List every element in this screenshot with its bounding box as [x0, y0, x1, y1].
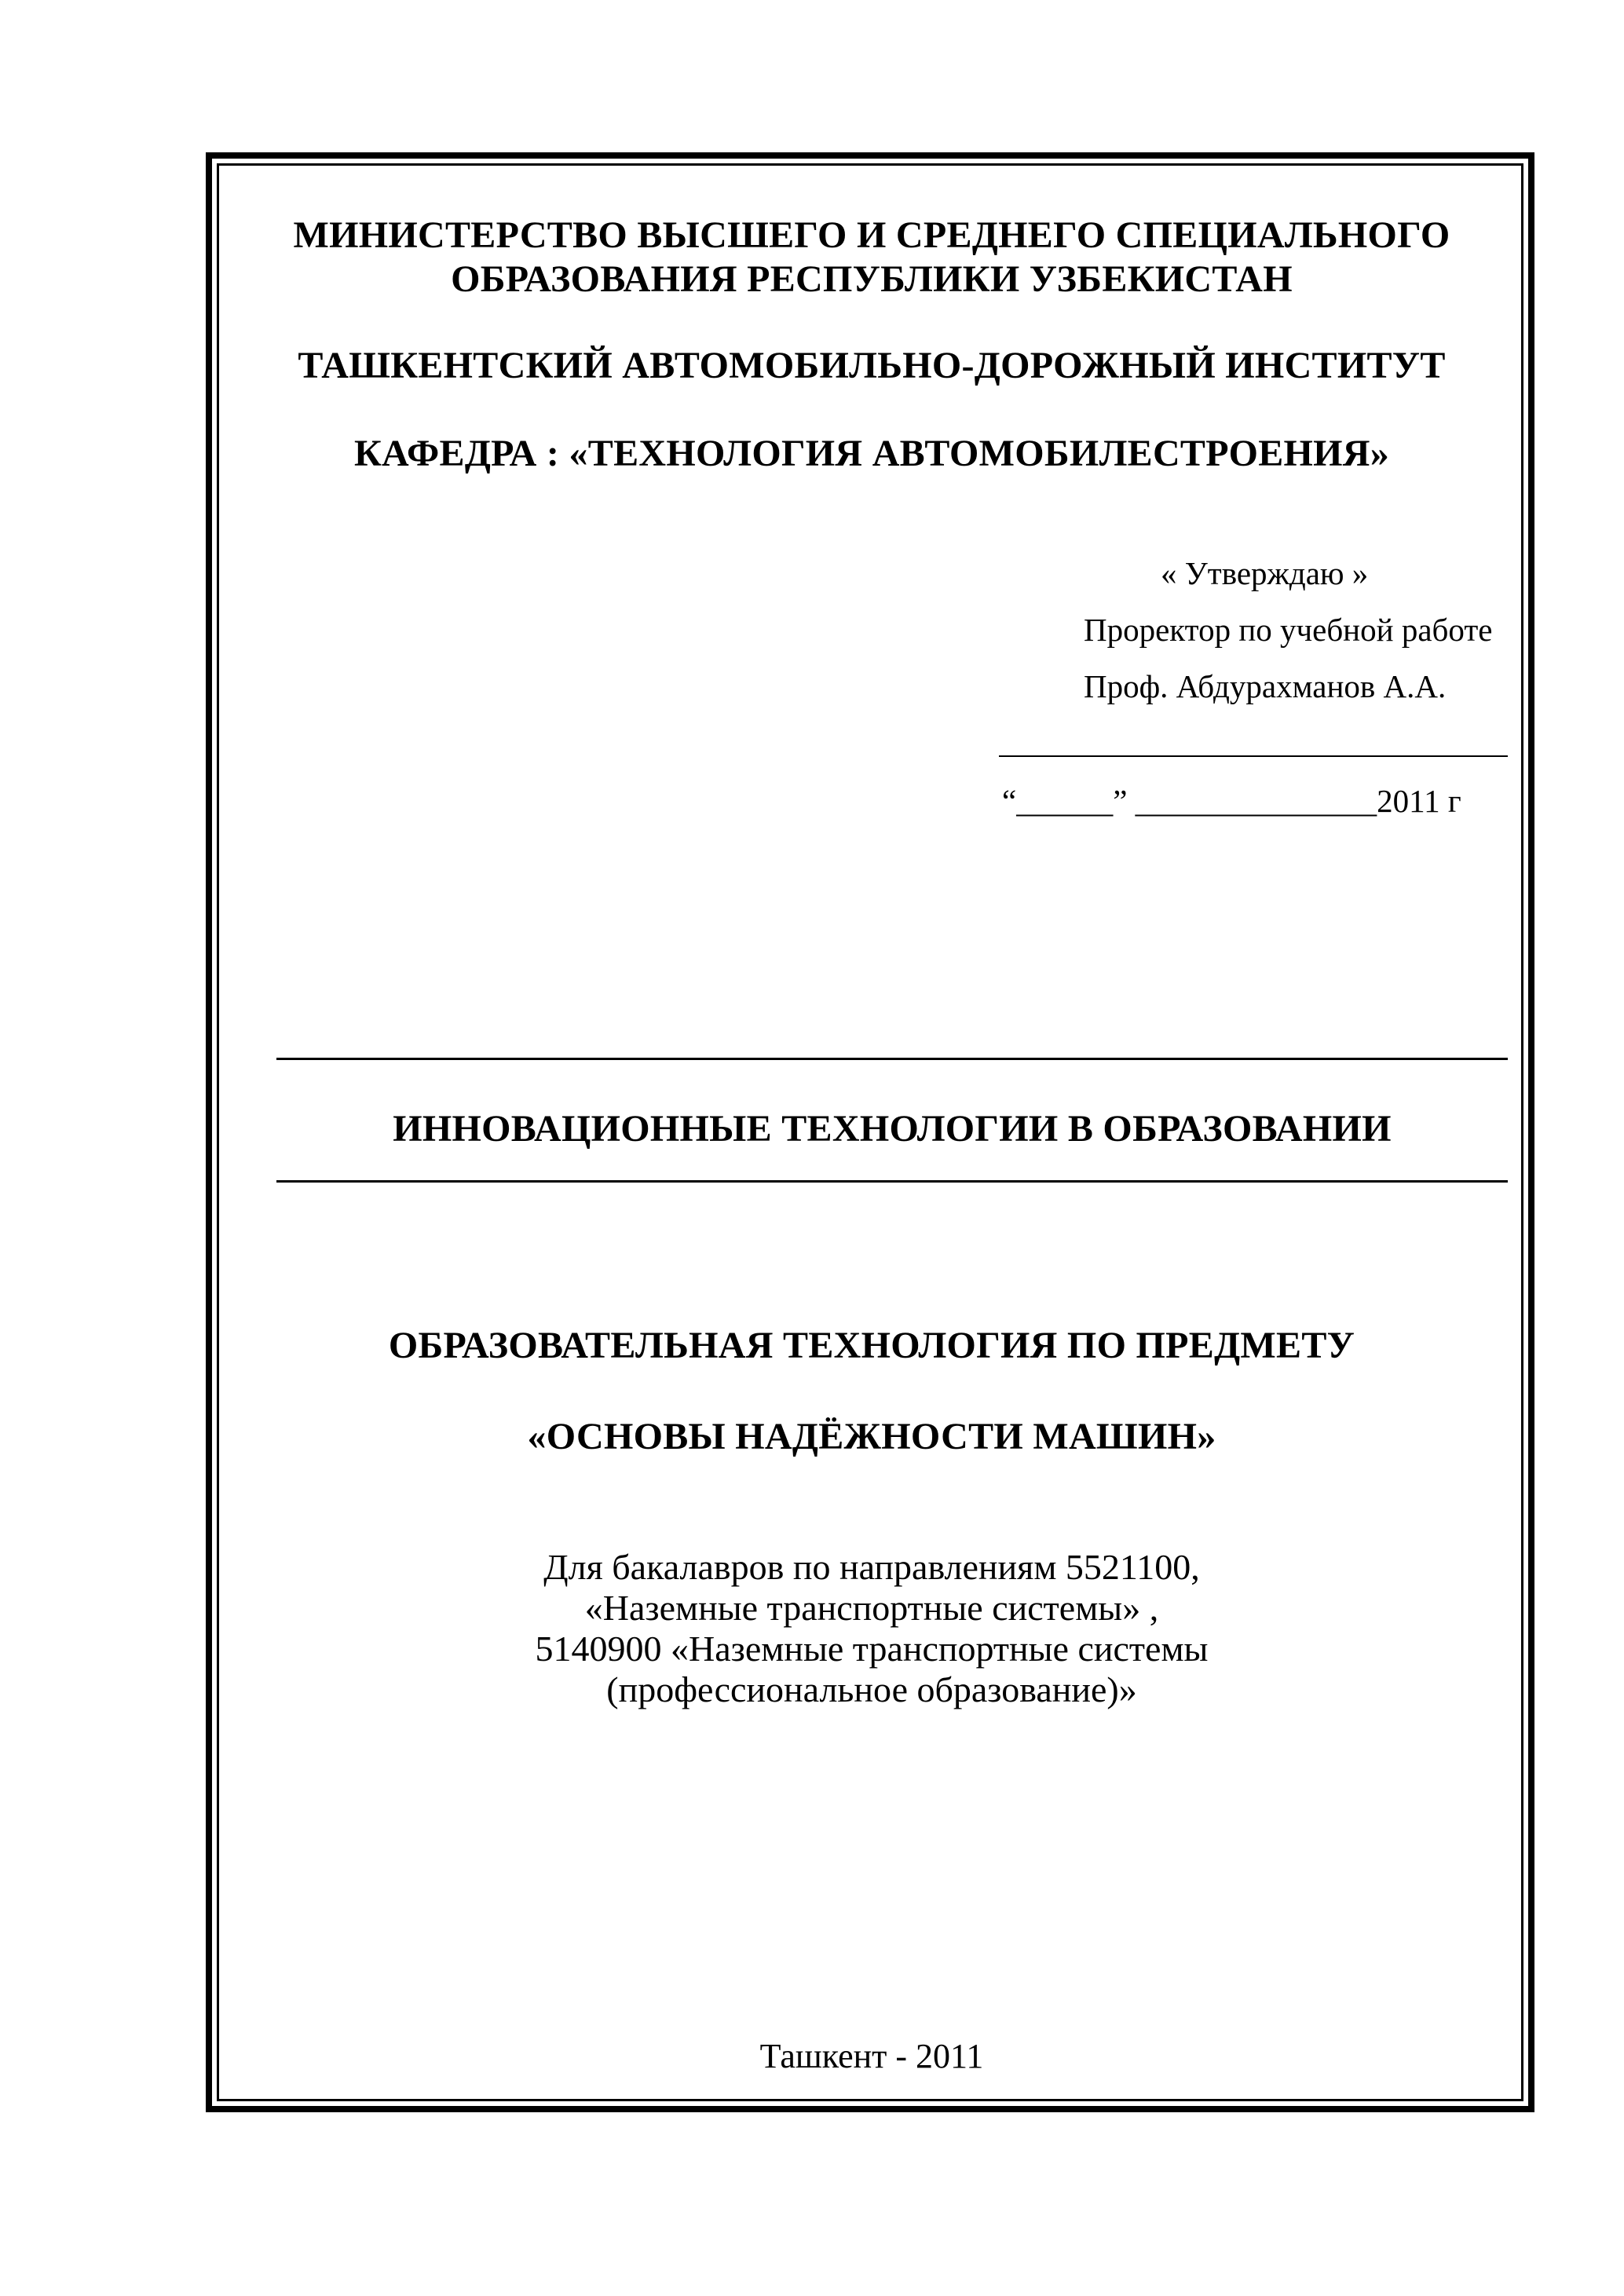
subject-line-1: ОБРАЗОВАТЕЛЬНАЯ ТЕХНОЛОГИЯ ПО ПРЕДМЕТУ [388, 1325, 1355, 1366]
place-year: Ташкент - 2011 [759, 2037, 984, 2075]
title-rule-top [276, 1058, 1508, 1060]
institute-name: ТАШКЕНТСКИЙ АВТОМОБИЛЬНО-ДОРОЖНЫЙ ИНСТИТУТ [298, 345, 1446, 386]
signature-line [999, 755, 1508, 757]
main-title: ИННОВАЦИОННЫЕ ТЕХНОЛОГИИ В ОБРАЗОВАНИИ [393, 1108, 1392, 1150]
title-rule-bottom [276, 1180, 1508, 1183]
audience-line-3: 5140900 «Наземные транспортные системы [535, 1629, 1209, 1669]
ministry-line-1: МИНИСТЕРСТВО ВЫСШЕГО И СРЕДНЕГО СПЕЦИАЛЬНОГО [293, 214, 1450, 256]
approval-date-line: “______” _______________2011 г [1002, 783, 1461, 819]
department-name: КАФЕДРА : «ТЕХНОЛОГИЯ АВТОМОБИЛЕСТРОЕНИЯ» [353, 433, 1390, 474]
approval-title: « Утверждаю » [1161, 555, 1369, 591]
audience-line-1: Для бакалавров по направлениям 5521100, [543, 1547, 1200, 1587]
approval-name: Проф. Абдурахманов А.А. [1084, 668, 1447, 704]
approval-position: Проректор по учебной работе [1084, 612, 1493, 648]
audience-line-4: (профессиональное образование)» [606, 1669, 1137, 1709]
subject-line-2: «ОСНОВЫ НАДЁЖНОСТИ МАШИН» [527, 1416, 1216, 1457]
audience-line-2: «Наземные транспортные системы» , [584, 1588, 1159, 1628]
ministry-line-2: ОБРАЗОВАНИЯ РЕСПУБЛИКИ УЗБЕКИСТАН [451, 258, 1293, 300]
